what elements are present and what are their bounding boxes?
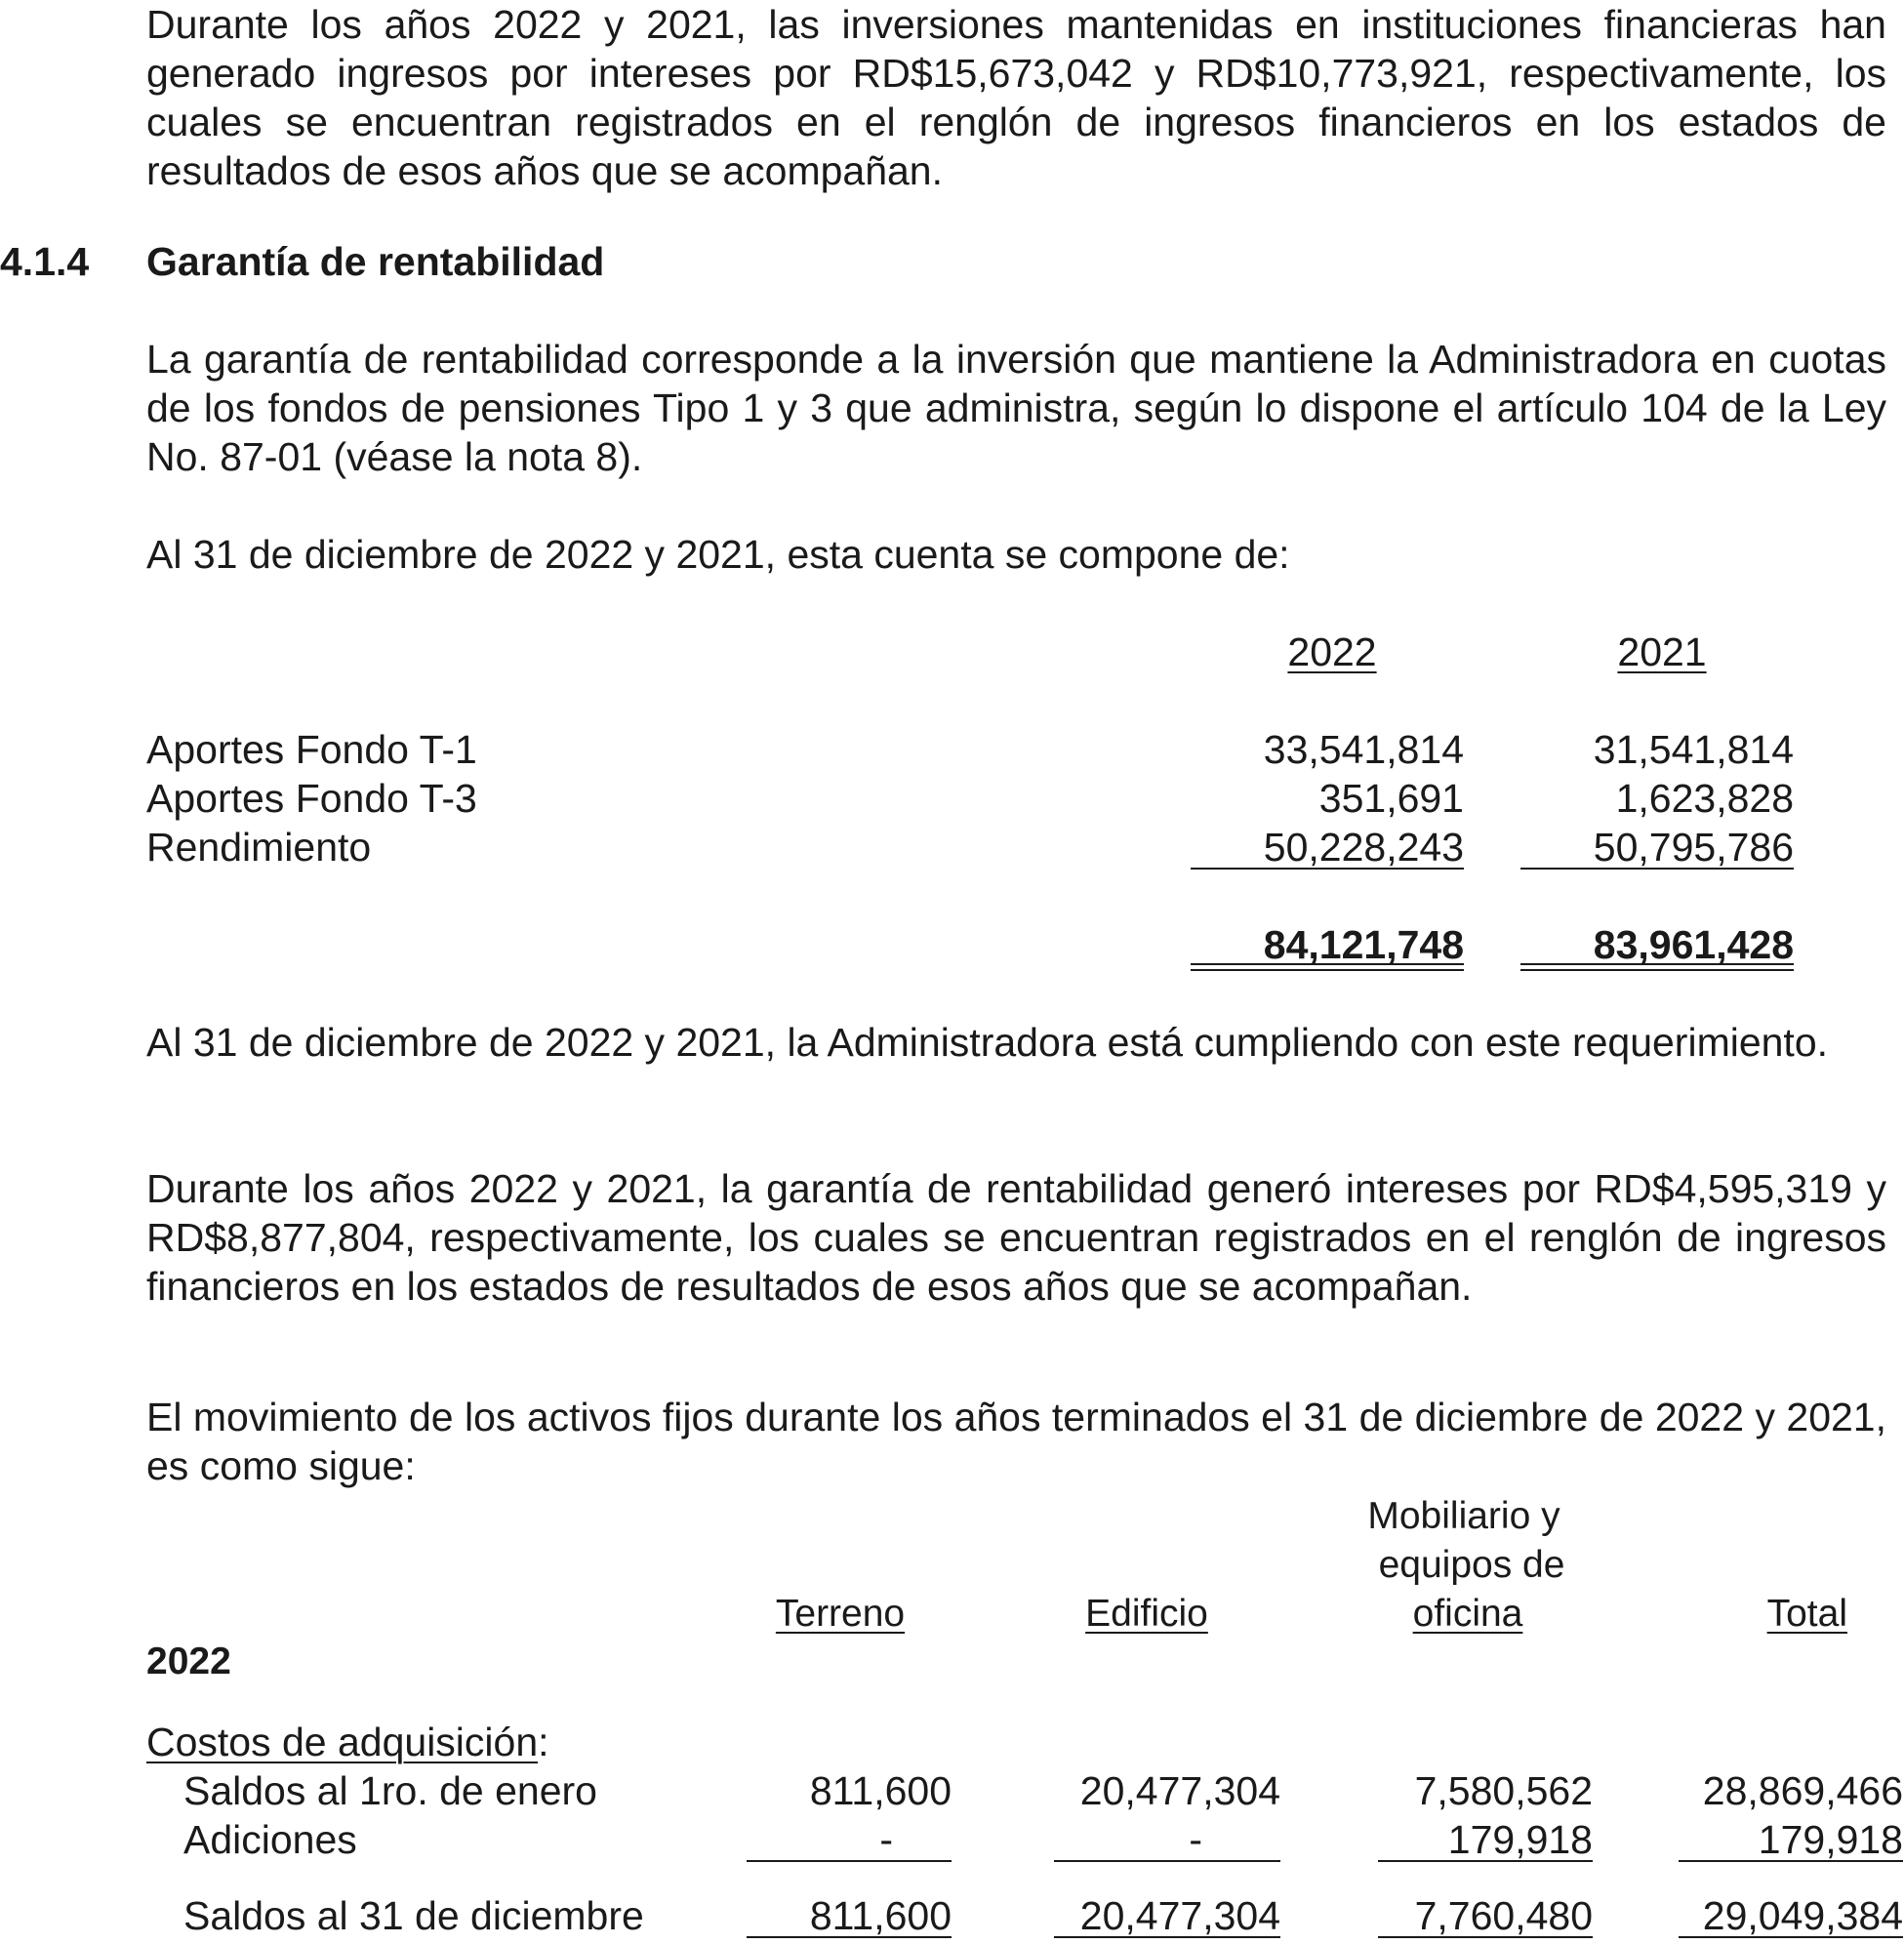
row-label: Saldos al 31 de diciembre (183, 1893, 644, 1938)
col-header-edificio: Edificio (1085, 1593, 1208, 1635)
total-rule (1679, 1936, 1903, 1938)
cell-terreno-value: - (879, 1817, 893, 1862)
row-label: Saldos al 1ro. de enero (183, 1768, 597, 1813)
cell-edificio (1054, 1815, 1280, 1864)
total-rule (1054, 1936, 1280, 1938)
section-label-colon: : (538, 1720, 549, 1764)
col-header-mobiliario-line1: Mobiliario y (1367, 1495, 1560, 1537)
paragraph-intereses-inversiones: Durante los años 2022 y 2021, las inversiones mantenidas en instituciones financieras han generado ingresos por intereses por RD$15,673,042 y RD$10,773,921, respectivamente, los cuales se encuentran registrados en el renglón de ingresos financieros en los estados de resultados de esos años que se acompañan. (146, 2, 1886, 193)
total-2022: 84,121,748 (1263, 922, 1464, 967)
paragraph-activos-fijos: El movimiento de los activos fijos durante los años terminados el 31 de diciembre de 2022 y 2021, es como sigue: (146, 1395, 1886, 1488)
total-rule (1378, 1936, 1593, 1938)
total-2021: 83,961,428 (1593, 922, 1794, 967)
section-title: Garantía de rentabilidad (146, 239, 605, 284)
cell-edificio-value: - (1189, 1817, 1202, 1862)
subtotal-rule (1191, 868, 1464, 870)
paragraph-garantia: La garantía de rentabilidad corresponde a la inversión que mantiene la Administradora en cuotas de los fondos de pensiones Tipo 1 y 3 que administra, según lo dispone el artículo 104 de la Ley No. 87-01 (véase la nota 8). (146, 337, 1886, 479)
row-label: Rendimiento (146, 825, 372, 870)
col-header-total: Total (1766, 1593, 1847, 1635)
total-rule (747, 1936, 952, 1938)
col-header-terreno: Terreno (775, 1593, 906, 1635)
cell-terreno: 811,600 (809, 1768, 952, 1813)
section-number: 4.1.4 (0, 239, 90, 284)
section-label-text: Costos de adquisición (146, 1720, 539, 1764)
row-label: Aportes Fondo T-1 (146, 727, 477, 772)
total-double-rule (1191, 963, 1464, 971)
subtotal-rule (747, 1860, 952, 1862)
section-label-costos (146, 1718, 549, 1766)
row-label: Adiciones (183, 1817, 357, 1862)
cell-edificio: 20,477,304 (1079, 1768, 1280, 1813)
col-header-2021: 2021 (1617, 629, 1707, 674)
row-value-2021: 1,623,828 (1615, 776, 1794, 821)
paragraph-intereses-garantia: Durante los años 2022 y 2021, la garantía de rentabilidad generó intereses por RD$4,595,319 y RD$8,877,804, respectivamente, los cuales se encuentran registrados en el renglón de ingresos financieros en los estados de resultados de esos años que se acompañan. (146, 1166, 1886, 1309)
cell-terreno (747, 1815, 952, 1864)
cell-edificio: 20,477,304 (1079, 1893, 1280, 1938)
paragraph-compone: Al 31 de diciembre de 2022 y 2021, esta cuenta se compone de: (146, 532, 1290, 577)
cell-mobiliario: 7,760,480 (1414, 1893, 1593, 1938)
cell-total: 28,869,466 (1702, 1768, 1903, 1813)
cell-total: 179,918 (1758, 1817, 1903, 1862)
subtotal-rule (1679, 1860, 1903, 1862)
col-header-mobiliario-line3: oficina (1412, 1593, 1523, 1635)
row-value-2022: 50,228,243 (1263, 825, 1464, 870)
col-header-mobiliario-line2: equipos de (1378, 1544, 1565, 1586)
row-label: Aportes Fondo T-3 (146, 776, 477, 821)
paragraph-cumpliendo: Al 31 de diciembre de 2022 y 2021, la Administradora está cumpliendo con este requerimiento. (146, 1020, 1829, 1065)
col-header-2022: 2022 (1287, 629, 1377, 674)
row-value-2021: 31,541,814 (1593, 727, 1794, 772)
section-heading (0, 237, 604, 286)
row-value-2022: 351,691 (1318, 776, 1464, 821)
cell-mobiliario: 179,918 (1447, 1817, 1593, 1862)
cell-total: 29,049,384 (1702, 1893, 1903, 1938)
subtotal-rule (1520, 868, 1794, 870)
cell-mobiliario: 7,580,562 (1414, 1768, 1593, 1813)
cell-terreno: 811,600 (809, 1893, 952, 1938)
row-value-2022: 33,541,814 (1263, 727, 1464, 772)
subtotal-rule (1054, 1860, 1280, 1862)
total-double-rule (1520, 963, 1794, 971)
table-year-label: 2022 (146, 1640, 231, 1682)
subtotal-rule (1378, 1860, 1593, 1862)
row-value-2021: 50,795,786 (1593, 825, 1794, 870)
